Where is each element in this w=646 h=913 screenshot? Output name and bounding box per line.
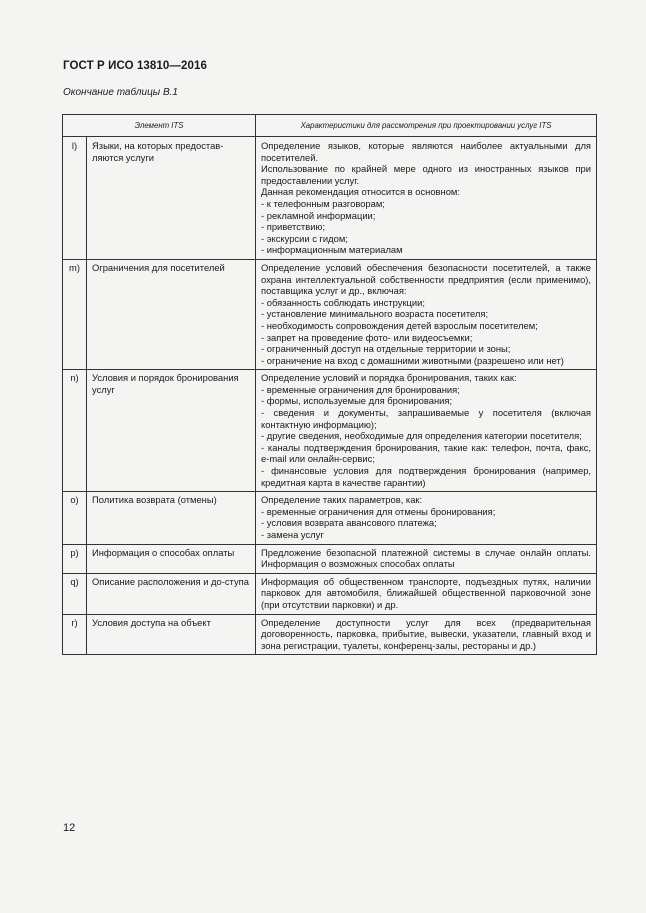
- table-row: [63, 259, 597, 369]
- column-header-characteristics: Характеристики для рассмотрения при проектировании услуг ITS: [256, 115, 597, 137]
- row-index: p): [63, 544, 87, 573]
- row-element: Информация о способах оплаты: [87, 544, 256, 573]
- row-characteristics: [256, 614, 597, 655]
- characteristic-line: - запрет на проведение фото- или видеосъемки;: [261, 331, 473, 343]
- row-element: Условия и порядок бронирования услуг: [87, 370, 256, 492]
- row-index: n): [63, 370, 87, 492]
- characteristic-line: - сведения и документы, запрашиваемые у посетителя (включая контактную информацию);: [261, 407, 592, 430]
- row-characteristics: [256, 544, 597, 573]
- characteristic-line: - ограниченный доступ на отдельные территории и зоны;: [261, 343, 511, 355]
- table-row: [63, 544, 597, 573]
- row-characteristics: [256, 492, 597, 544]
- row-index: q): [63, 573, 87, 614]
- row-index: l): [63, 137, 87, 260]
- characteristic-line: - необходимость сопровождения детей взрослым посетителем;: [261, 319, 538, 331]
- row-element: Описание расположения и до-ступа: [87, 573, 256, 614]
- table-row: [63, 492, 597, 544]
- characteristic-line: Использование по крайней мере одного из иностранных языков при предоставлении услуг.: [261, 163, 592, 186]
- characteristic-line: - информационным материалам: [261, 244, 403, 256]
- table-row: [63, 573, 597, 614]
- row-index: m): [63, 259, 87, 369]
- table-caption: Окончание таблицы В.1: [63, 87, 178, 98]
- characteristic-line: - к телефонным разговорам;: [261, 197, 385, 209]
- characteristic-line: Данная рекомендация относится в основном:: [261, 186, 460, 198]
- table-row: [63, 614, 597, 655]
- row-characteristics: [256, 137, 597, 260]
- row-index: o): [63, 492, 87, 544]
- row-characteristics: [256, 573, 597, 614]
- page-title: ГОСТ Р ИСО 13810—2016: [63, 60, 208, 72]
- characteristic-line: - замена услуг: [261, 529, 324, 540]
- row-element: Ограничения для посетителей: [87, 259, 256, 369]
- characteristic-line: - каналы подтверждения бронирования, такие как: телефон, почта, факс, e-mail или онлайн-сервис;: [261, 441, 592, 465]
- characteristic-line: - временные ограничения для бронирования;: [261, 383, 460, 395]
- table-body: [63, 137, 597, 655]
- table-header-row: [63, 115, 597, 137]
- row-element: Языки, на которых предостав-ляются услуги: [87, 137, 256, 260]
- page-number: 12: [63, 822, 76, 834]
- characteristic-line: - экскурсии с гидом;: [261, 232, 348, 244]
- characteristic-line: - приветствию;: [261, 221, 326, 233]
- characteristic-line: - установление минимального возраста посетителя;: [261, 308, 489, 320]
- characteristic-line: Определение условий обеспечения безопасности посетителей, а также охрана интеллектуальной собственности предприятия (если применимо), поставщика услуг и др., включая:: [261, 261, 592, 297]
- characteristic-line: - условия возврата авансового платежа;: [261, 517, 437, 529]
- characteristic-line: Определение доступности услуг для всех (предварительная договоренность, парковка, прибытие, вывески, указатели, главный вход и зона регистрации, туалеты, конференц-залы, рестораны и др.): [261, 616, 592, 651]
- requirements-table: [62, 114, 597, 655]
- characteristic-line: - временные ограничения для отмены бронирования;: [261, 505, 496, 517]
- characteristic-line: Определение таких параметров, как:: [261, 494, 423, 506]
- row-index: r): [63, 614, 87, 655]
- characteristic-line: Информация об общественном транспорте, подъездных путях, наличии парковок для автомобиля, ближайшей общественной парковочной зоне (при отсутствии парковки) и др.: [261, 575, 592, 610]
- characteristic-line: - другие сведения, необходимые для определения категории посетителя;: [261, 430, 582, 442]
- characteristic-line: - рекламной информации;: [261, 209, 376, 221]
- characteristic-line: Предложение безопасной платежной системы в случае онлайн оплаты. Информация о возможных способах оплаты: [261, 546, 592, 570]
- characteristic-line: - финансовые условия для подтверждения бронирования (например, кредитная карта в качестве гарантии): [261, 465, 592, 488]
- characteristic-line: - обязанность соблюдать инструкции;: [261, 296, 425, 308]
- row-element: Политика возврата (отмены): [87, 492, 256, 544]
- row-characteristics: [256, 259, 597, 369]
- characteristic-line: - ограничение на вход с домашними животными (разрешено или нет): [261, 354, 564, 366]
- characteristic-line: - формы, используемые для бронирования;: [261, 395, 453, 407]
- characteristic-line: Определение условий и порядка бронирования, таких как:: [261, 372, 517, 384]
- row-characteristics: [256, 370, 597, 492]
- column-header-element: Элемент ITS: [63, 115, 256, 137]
- characteristic-line: Определение языков, которые являются наиболее актуальными для посетителей.: [261, 140, 592, 163]
- table-row: [63, 137, 597, 260]
- table-row: [63, 370, 597, 492]
- row-element: Условия доступа на объект: [87, 614, 256, 655]
